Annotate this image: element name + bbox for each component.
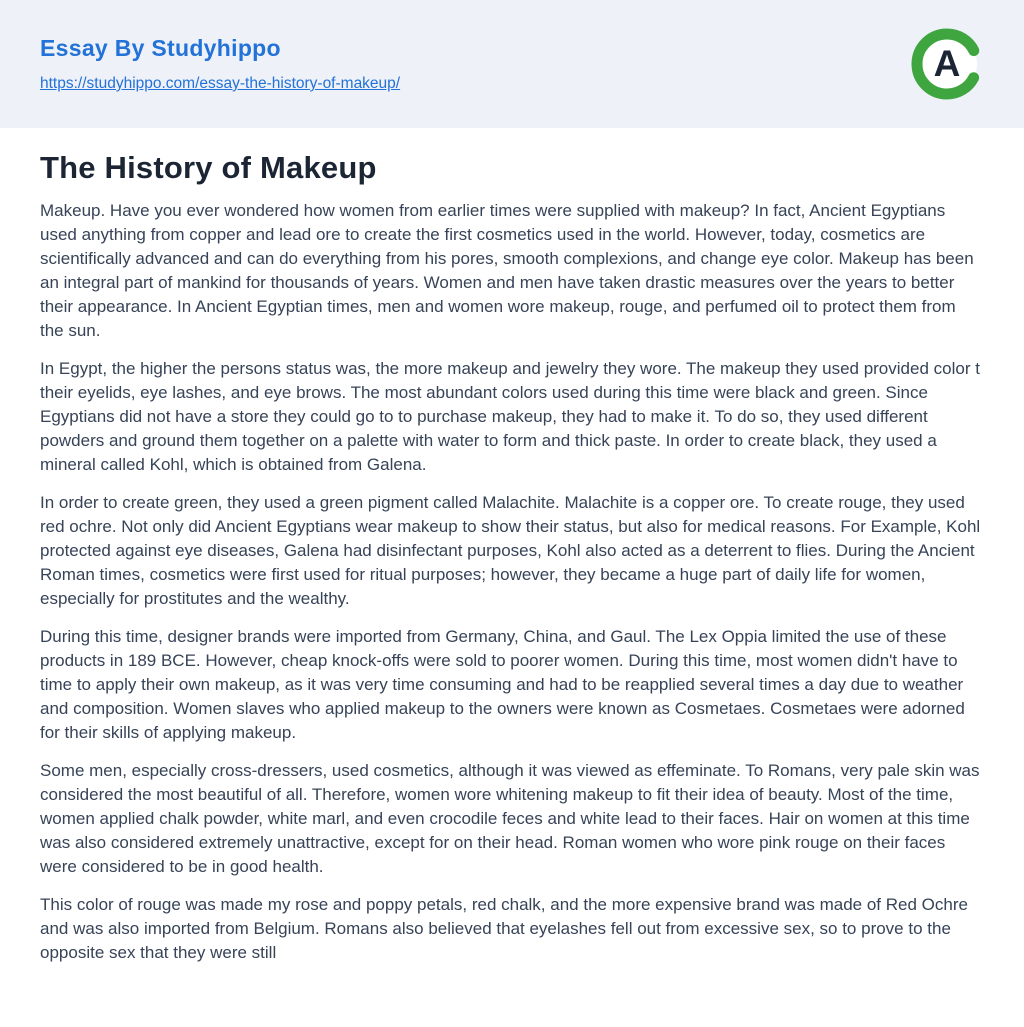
article-content	[0, 128, 1024, 965]
source-url-link[interactable]: https://studyhippo.com/essay-the-history-of-makeup/	[40, 75, 401, 92]
paragraph: Makeup. Have you ever wondered how women from earlier times were supplied with makeup? In fact, Ancient Egyptians used anything from copper and lead ore to create the first cosmetics used in the world. However, today, cosmetics are scientifically advanced and can do everything from his pores, smooth complexions, and change eye color. Makeup has been an integral part of mankind for thousands of years. Women and men have taken drastic measures over the years to better their appearance. In Ancient Egyptian times, men and women wore makeup, rouge, and perfumed oil to protect them from the sun.	[40, 201, 974, 340]
site-title: Essay By Studyhippo	[40, 35, 281, 61]
header-text-block	[40, 35, 400, 93]
article-body	[40, 199, 984, 965]
site-header	[0, 0, 1024, 128]
logo-letter: A	[933, 42, 961, 84]
paragraph: In order to create green, they used a green pigment called Malachite. Malachite is a copper ore. To create rouge, they used red ochre. Not only did Ancient Egyptians wear makeup to show their status, but also for medical reasons. For Example, Kohl protected against eye diseases, Galena had disinfectant purposes, Kohl also acted as a deterrent to flies. During the Ancient Roman times, cosmetics were first used for ritual purposes; however, they became a huge part of daily life for women, especially for prostitutes and the wealthy.	[40, 493, 981, 608]
studyhippo-logo[interactable]	[910, 27, 984, 101]
paragraph: This color of rouge was made my rose and poppy petals, red chalk, and the more expensive brand was made of Red Ochre and was also imported from Belgium. Romans also believed that eyelashes fell out from excessive sex, so to prove to the opposite sex that they were still	[40, 895, 968, 962]
page-title: The History of Makeup	[40, 150, 377, 185]
paragraph: In Egypt, the higher the persons status was, the more makeup and jewelry they wore. The makeup they used provided color t their eyelids, eye lashes, and eye brows. The most abundant colors used during this time were black and green. Since Egyptians did not have a store they could go to to purchase makeup, they had to make it. To do so, they used different powders and ground them together on a palette with water to form and thick paste. In order to create black, they used a mineral called Kohl, which is obtained from Galena.	[40, 359, 980, 474]
paragraph: During this time, designer brands were imported from Germany, China, and Gaul. The Lex Oppia limited the use of these products in 189 BCE. However, cheap knock-offs were sold to poorer women. During this time, most women didn't have to time to apply their own makeup, as it was very time consuming and had to be reapplied several times a day due to weather and composition. Women slaves who applied makeup to the owners were known as Cosmetaes. Cosmetaes were adorned for their skills of applying makeup.	[40, 627, 965, 742]
paragraph: Some men, especially cross-dressers, used cosmetics, although it was viewed as effeminate. To Romans, very pale skin was considered the most beautiful of all. Therefore, women wore whitening makeup to fit their idea of beauty. Most of the time, women applied chalk powder, white marl, and even crocodile feces and white lead to their faces. Hair on women at this time was also considered extremely unattractive, except for on their head. Roman women who wore pink rouge on their faces were considered to be in good health.	[40, 761, 980, 876]
